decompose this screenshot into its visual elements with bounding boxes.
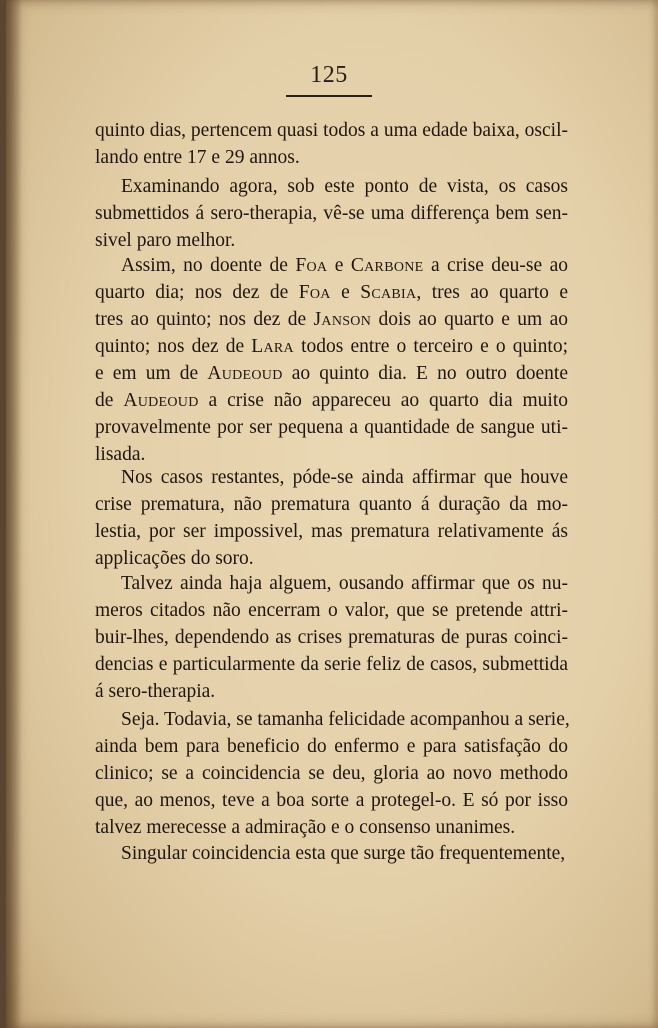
author-name: Audeoud <box>207 363 283 384</box>
text-line: Nos casos restantes, póde-se ainda affirmar que houve <box>121 467 568 488</box>
text-line: quinto dias, pertencem quasi todos a uma edade baixa, oscil- <box>95 120 568 141</box>
author-name: Scabia <box>360 282 417 303</box>
text-line: Singular coincidencia esta que surge tão frequentemente, <box>121 843 566 864</box>
text-line: e em um de Audeoud ao quinto dia. E no outro doente <box>95 363 568 384</box>
book-page <box>6 0 658 1028</box>
author-name: Carbone <box>350 255 424 276</box>
text-line: de Audeoud a crise não appareceu ao quarto dia muito <box>95 390 569 411</box>
text-line: á sero-therapia. <box>95 681 216 702</box>
text-line: crise prematura, não prematura quanto á duração da mo- <box>95 494 568 515</box>
text-line: sivel paro melhor. <box>95 230 236 251</box>
text-line: tres ao quinto; nos dez de Janson dois ao quarto e um ao <box>95 309 568 330</box>
text-line: lisada. <box>95 444 146 465</box>
text-line: talvez merecesse a admiração e o consenso unanimes. <box>95 817 516 838</box>
text-line: buir-lhes, dependendo as crises prematuras de puras coinci- <box>95 627 568 648</box>
spine-shadow <box>6 0 22 1028</box>
text-line: dencias e particularmente da serie feliz de casos, submettida <box>95 654 568 675</box>
text-line: submettidos á sero-therapia, vê-se uma differença bem sen- <box>95 203 568 224</box>
text-line: applicações do soro. <box>95 548 254 569</box>
text-line: quinto; nos dez de Lara todos entre o terceiro e o quinto; <box>95 336 568 357</box>
author-name: Foa <box>298 282 331 303</box>
author-name: Janson <box>313 309 372 330</box>
text-line: lestia, por ser impossivel, mas prematura relativamente ás <box>95 521 568 542</box>
text-line: ainda bem para beneficio do enfermo e para satisfação do <box>95 736 568 757</box>
text-line: clinico; se a coincidencia se deu, gloria ao novo methodo <box>95 763 568 784</box>
text-line: provavelmente por ser pequena a quantidade de sangue uti- <box>95 417 568 438</box>
header-rule <box>286 95 372 97</box>
author-name: Foa <box>295 255 328 276</box>
text-line: Assim, no doente de Foa e Carbone a crise deu-se ao <box>121 255 569 276</box>
text-line: Seja. Todavia, se tamanha felicidade acompanhou a serie, <box>121 709 570 730</box>
text-line: quarto dia; nos dez de Foa e Scabia, tres ao quarto e <box>95 282 568 303</box>
author-name: Lara <box>251 336 294 357</box>
text-line: que, ao menos, teve a boa sorte a protegel-o. E só por isso <box>95 790 568 811</box>
page-number: 125 <box>310 62 348 88</box>
text-line: lando entre 17 e 29 annos. <box>95 147 300 168</box>
text-line: meros citados não encerram o valor, que se pretende attri- <box>95 600 568 621</box>
text-line: Talvez ainda haja alguem, ousando affirmar que os nu- <box>121 573 568 594</box>
text-line: Examinando agora, sob este ponto de vista, os casos <box>121 176 568 197</box>
author-name: Audeoud <box>123 390 199 411</box>
